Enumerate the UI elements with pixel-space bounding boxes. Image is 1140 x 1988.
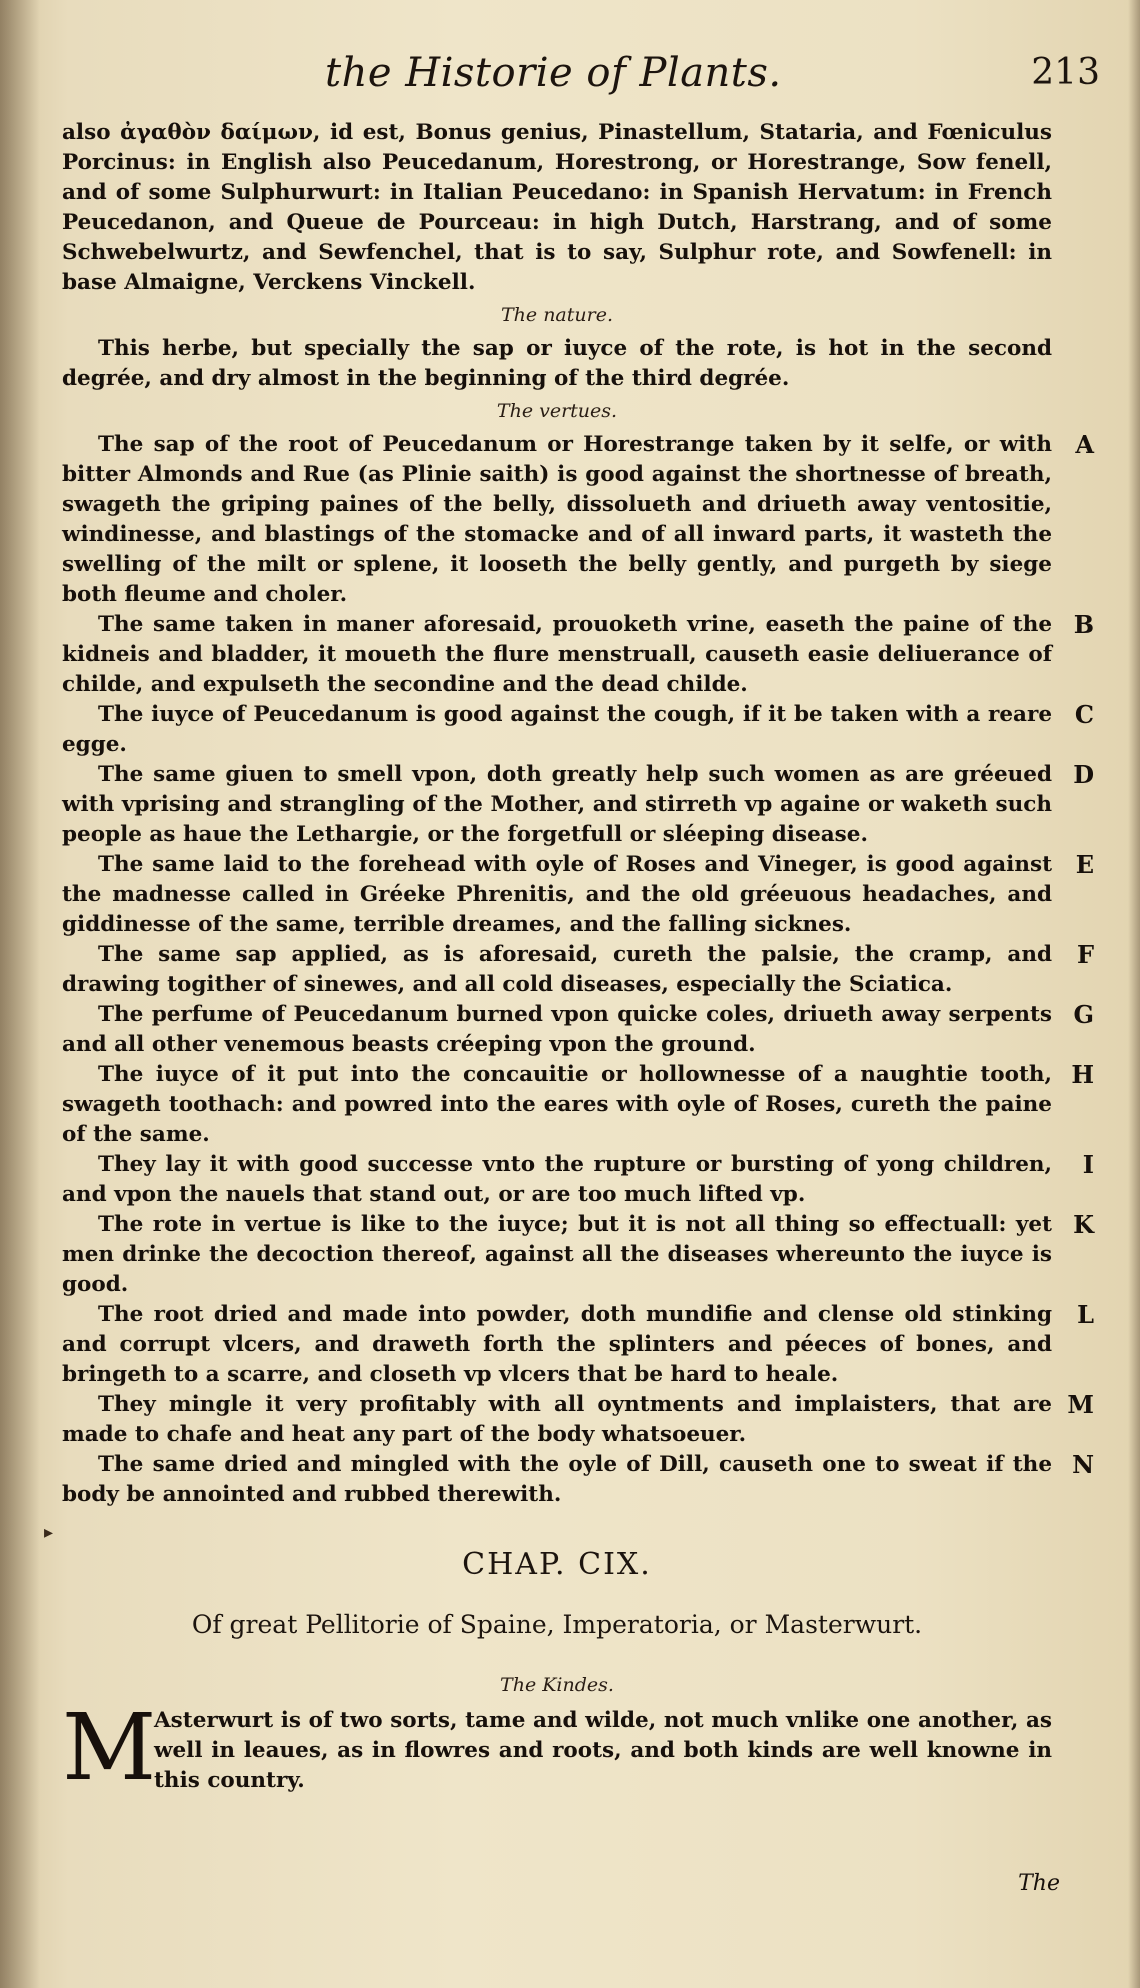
margin-letter: I [1082,1150,1094,1179]
margin-letter: L [1077,1300,1094,1329]
vertues-heading: The vertues. [496,400,618,422]
running-head: the Historie of Plants. [325,50,782,96]
nature-paragraph: This herbe, but specially the sap or iuyce of the rote, is hot in the second degrée, and dry almost in the beginning of the third degrée. [62,336,1052,391]
body-text [62,118,1094,1801]
vertue-paragraph [62,1000,1094,1060]
page-header [60,50,1120,110]
catchword: The [1018,1871,1060,1896]
chapter-title: CHAP. CIX. [462,1547,652,1582]
margin-pointer-mark: ▸ [44,1522,54,1543]
vertue-paragraph [62,850,1094,940]
intro-paragraph: also ἀγαθὸν δαίμων, id est, Bonus genius, Pinastellum, Stataria, and Fœniculus Porcinus: in English also Peucedanum, Horestrong, or Horestrange, Sow fenell, and of some Sulphurwurt: in Italian Peucedano: in Spanish Hervatum: in French Peucedanon, and Queue de Pourceau: in high Dutch, Harstrang, and of some Schwebelwurtz, and Sewfenchel, that is to say, Sulphur rote, and Sowfenell: in base Almaigne, Verckens Vinckell. [62,120,1052,295]
chapter-subtitle: Of great Pellitorie of Spaine, Imperatoria, or Masterwurt. [191,1610,923,1639]
vertue-text: The same sap applied, as is aforesaid, cureth the palsie, the cramp, and drawing togither of sinewes, and all cold diseases, especially the Sciatica. [62,942,1052,997]
page-edge-shadow [1128,0,1140,1988]
vertue-text: The same dried and mingled with the oyle of Dill, causeth one to sweat if the body be annointed and rubbed therewith. [62,1452,1052,1507]
vertue-paragraph [62,760,1094,850]
margin-letter: C [1074,700,1094,729]
margin-letter: E [1075,850,1094,879]
vertue-text: The root dried and made into powder, doth mundifie and clense old stinking and corrupt vlcers, and draweth forth the splinters and péeces of bones, and bringeth to a scarre, and closeth vp vlcers that be hard to heale. [62,1302,1052,1387]
vertue-text: The same giuen to smell vpon, doth greatly help such women as are gréeued with vprising and strangling of the Mother, and stirreth vp againe or waketh such people as haue the Lethargie, or the forgetfull or sléeping disease. [62,762,1052,847]
vertue-text: The sap of the root of Peucedanum or Horestrange taken by it selfe, or with bitter Almonds and Rue (as Plinie saith) is good against the shortnesse of breath, swageth the griping paines of the belly, dissolueth and driueth away ventositie, windinesse, and blastings of the stomacke and of all inward parts, it wasteth the swelling of the milt or splene, it looseth the belly gently, and purgeth by siege both fleume and choler. [62,432,1052,607]
nature-heading: The nature. [501,304,613,326]
vertue-paragraph [62,430,1094,610]
spine-shadow [0,0,40,1988]
vertue-paragraph [62,610,1094,700]
vertue-paragraph [62,1450,1094,1510]
vertue-text: The same taken in maner aforesaid, prouoketh vrine, easeth the paine of the kidneis and bladder, it moueth the flure menstruall, causeth easie deliuerance of childe, and expulseth the secondine and the dead childe. [62,612,1052,697]
vertue-text: They mingle it very profitably with all oyntments and implaisters, that are made to chafe and heat any part of the body whatsoeuer. [62,1392,1052,1447]
margin-letter: A [1075,430,1094,459]
vertue-text: The perfume of Peucedanum burned vpon quicke coles, driueth away serpents and all other venemous beasts créeping vpon the ground. [62,1002,1052,1057]
vertue-text: The same laid to the forehead with oyle of Roses and Vineger, is good against the madnesse called in Gréeke Phrenitis, and the old gréeuous headaches, and giddinesse of the same, terrible dreames, and the falling sicknes. [62,852,1052,937]
vertue-paragraph [62,1210,1094,1300]
margin-letter: B [1073,610,1094,639]
kindes-text: Asterwurt is of two sorts, tame and wilde, not much vnlike one another, as well in leaues, as in flowres and roots, and both kinds are well knowne in this country. [154,1708,1052,1793]
vertue-paragraph [62,1390,1094,1450]
margin-letter: H [1071,1060,1094,1089]
vertue-paragraph [62,1300,1094,1390]
drop-cap: M [62,1694,157,1801]
vertue-text: The iuyce of Peucedanum is good against the cough, if it be taken with a reare egge. [62,702,1052,757]
vertue-text: The rote in vertue is like to the iuyce; but it is not all thing so effectuall: yet men drinke the decoction thereof, against all the diseases whereunto the iuyce is good. [62,1212,1052,1297]
kindes-heading: The Kindes. [500,1674,614,1696]
vertue-text: They lay it with good successe vnto the rupture or bursting of yong children, and vpon the nauels that stand out, or are too much lifted vp. [62,1152,1052,1207]
margin-letter: M [1067,1390,1094,1419]
vertue-paragraph [62,1060,1094,1150]
margin-letter: F [1076,940,1094,969]
margin-letter: N [1072,1450,1094,1479]
page-number: 213 [1031,52,1100,93]
vertue-paragraph [62,1150,1094,1210]
vertue-paragraph [62,940,1094,1000]
vertue-text: The iuyce of it put into the concauitie or hollownesse of a naughtie tooth, swageth toothach: and powred into the eares with oyle of Roses, cureth the paine of the same. [62,1062,1052,1147]
vertue-paragraph [62,700,1094,760]
vertues-list [62,430,1094,1510]
margin-letter: G [1073,1000,1094,1029]
margin-letter: K [1073,1210,1094,1239]
margin-letter: D [1073,760,1094,789]
kindes-paragraph [62,1694,1052,1801]
